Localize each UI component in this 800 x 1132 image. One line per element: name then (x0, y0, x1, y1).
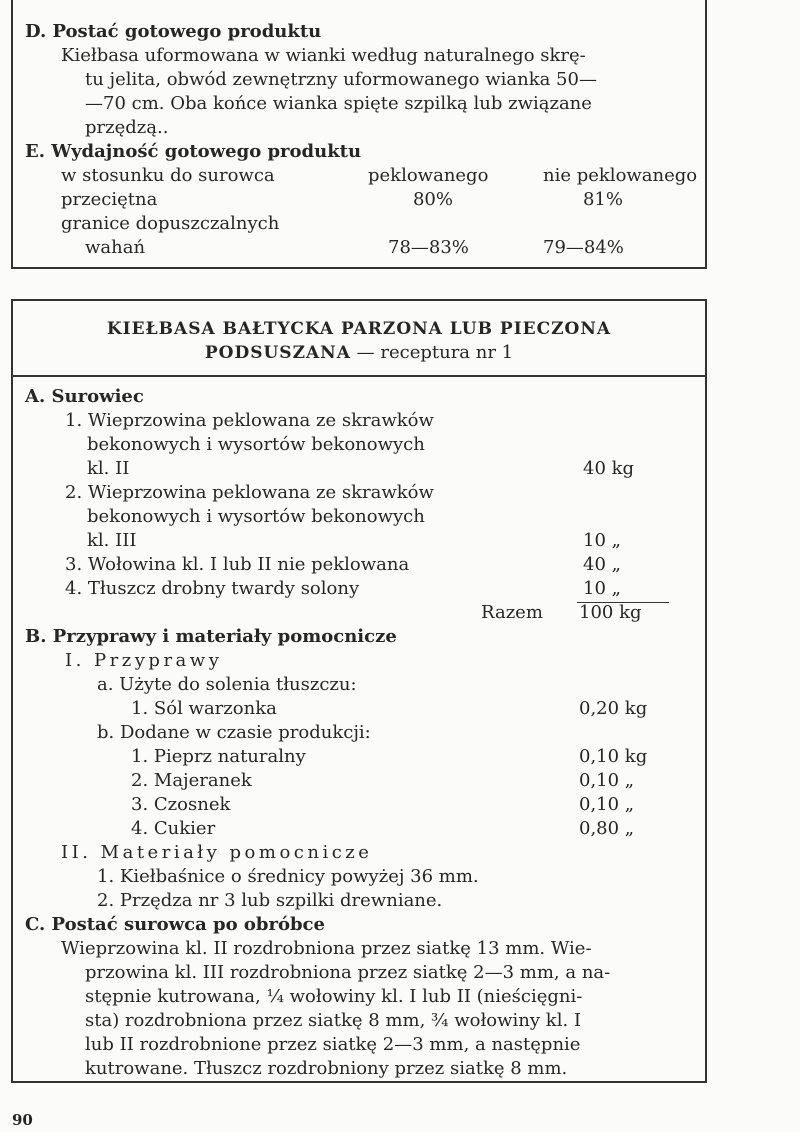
section-c-line: kutrowane. Tłuszcz rozdrobniony przez siatkę 8 mm. (85, 1058, 568, 1079)
spices-salting-heading: a. Użyte do solenia tłuszczu: (97, 674, 357, 695)
ingredient-2-line2: bekonowych i wysortów bekonowych (87, 506, 425, 527)
average-uncured-value: 81% (582, 189, 623, 210)
recipe-box (11, 299, 707, 1083)
spice-pepper-qty: 0,10 kg (579, 746, 648, 767)
previous-recipe-box (11, 0, 707, 269)
spice-marjoram-label: 2. Majeranek (131, 770, 252, 791)
section-c-line: sta) rozdrobniona przez siatkę 8 mm, ¾ wołowiny kl. I (85, 1010, 582, 1031)
col-header-cured: peklowanego (368, 165, 489, 186)
section-c-line: stępnie kutrowana, ¼ wołowiny kl. I lub II (nieścięgni- (85, 986, 583, 1007)
average-cured-value: 80% (412, 189, 453, 210)
range-label-line1: granice dopuszczalnych (61, 213, 280, 234)
total-qty: 100 kg (579, 602, 642, 623)
spice-marjoram-qty: 0,10 „ (579, 770, 635, 791)
spice-salt-qty: 0,20 kg (579, 698, 648, 719)
ingredient-1-qty: 40 kg (583, 458, 635, 479)
recipe-title-line1: KIEŁBASA BAŁTYCKA PARZONA LUB PIECZONA (106, 319, 612, 339)
ingredient-1-line2: bekonowych i wysortów bekonowych (87, 434, 425, 455)
section-d-line: —70 cm. Oba końce wianka spięte szpilką lub związane (85, 93, 592, 114)
spice-garlic-qty: 0,10 „ (579, 794, 635, 815)
spices-production-heading: b. Dodane w czasie produkcji: (97, 722, 371, 743)
section-d-line: Kiełbasa uformowana w wianki według naturalnego skrę- (61, 45, 586, 66)
range-label-line2: wahań (85, 237, 146, 258)
recipe-title-product: PODSUSZANA (204, 343, 351, 363)
section-e-heading: E. Wydajność gotowego produktu (25, 141, 362, 162)
section-b-heading: B. Przyprawy i materiały pomocnicze (25, 626, 397, 647)
spices-subheading: I. Przyprawy (65, 650, 223, 671)
col-header-uncured: nie peklowanego (543, 165, 698, 186)
ingredient-3-qty: 40 „ (583, 554, 621, 575)
recipe-title-line2 (13, 341, 705, 365)
section-c-line: lub II rozdrobnione przez siatkę 2—3 mm, a następnie (85, 1034, 581, 1055)
ingredient-4-qty: 10 „ (583, 578, 621, 599)
spice-garlic-label: 3. Czosnek (131, 794, 231, 815)
aux-materials-subheading: II. Materiały pomocnicze (61, 842, 373, 863)
range-uncured-value: 79—84% (543, 237, 624, 258)
ingredient-1-line1: 1. Wieprzowina peklowana ze skrawków (65, 410, 434, 431)
spice-sugar-label: 4. Cukier (131, 818, 216, 839)
average-label: przeciętna (61, 189, 158, 210)
spice-salt-label: 1. Sól warzonka (131, 698, 277, 719)
aux-material-twine: 2. Przędza nr 3 lub szpilki drewniane. (97, 890, 443, 911)
ingredient-3-line1: 3. Wołowina kl. I lub II nie peklowana (65, 554, 410, 575)
spice-sugar-qty: 0,80 „ (579, 818, 635, 839)
section-c-heading: C. Postać surowca po obróbce (25, 914, 325, 935)
section-d-line: tu jelita, obwód zewnętrzny uformowanego wianka 50— (85, 69, 597, 90)
ingredient-4-line1: 4. Tłuszcz drobny twardy solony (65, 578, 360, 599)
ingredient-2-line3: kl. III (87, 530, 137, 551)
total-label: Razem (481, 602, 543, 623)
range-cured-value: 78—83% (388, 237, 469, 258)
ingredient-1-line3: kl. II (87, 458, 130, 479)
page-number: 90 (12, 1111, 33, 1129)
section-a-heading: A. Surowiec (25, 386, 144, 407)
section-d-line: przędzą.. (85, 117, 169, 138)
recipe-title-number: — receptura nr 1 (350, 342, 514, 363)
ingredient-2-line1: 2. Wieprzowina peklowana ze skrawków (65, 482, 434, 503)
ingredient-2-qty: 10 „ (583, 530, 621, 551)
section-d-heading: D. Postać gotowego produktu (25, 21, 322, 42)
spice-pepper-label: 1. Pieprz naturalny (131, 746, 306, 767)
section-c-line: Wieprzowina kl. II rozdrobniona przez siatkę 13 mm. Wie- (61, 938, 592, 959)
title-divider (13, 375, 705, 377)
aux-material-casing: 1. Kiełbaśnice o średnicy powyżej 36 mm. (97, 866, 479, 887)
section-c-line: przowina kl. III rozdrobniona przez siatkę 2—3 mm, a na- (85, 962, 611, 983)
yield-basis-label: w stosunku do surowca (61, 165, 275, 186)
